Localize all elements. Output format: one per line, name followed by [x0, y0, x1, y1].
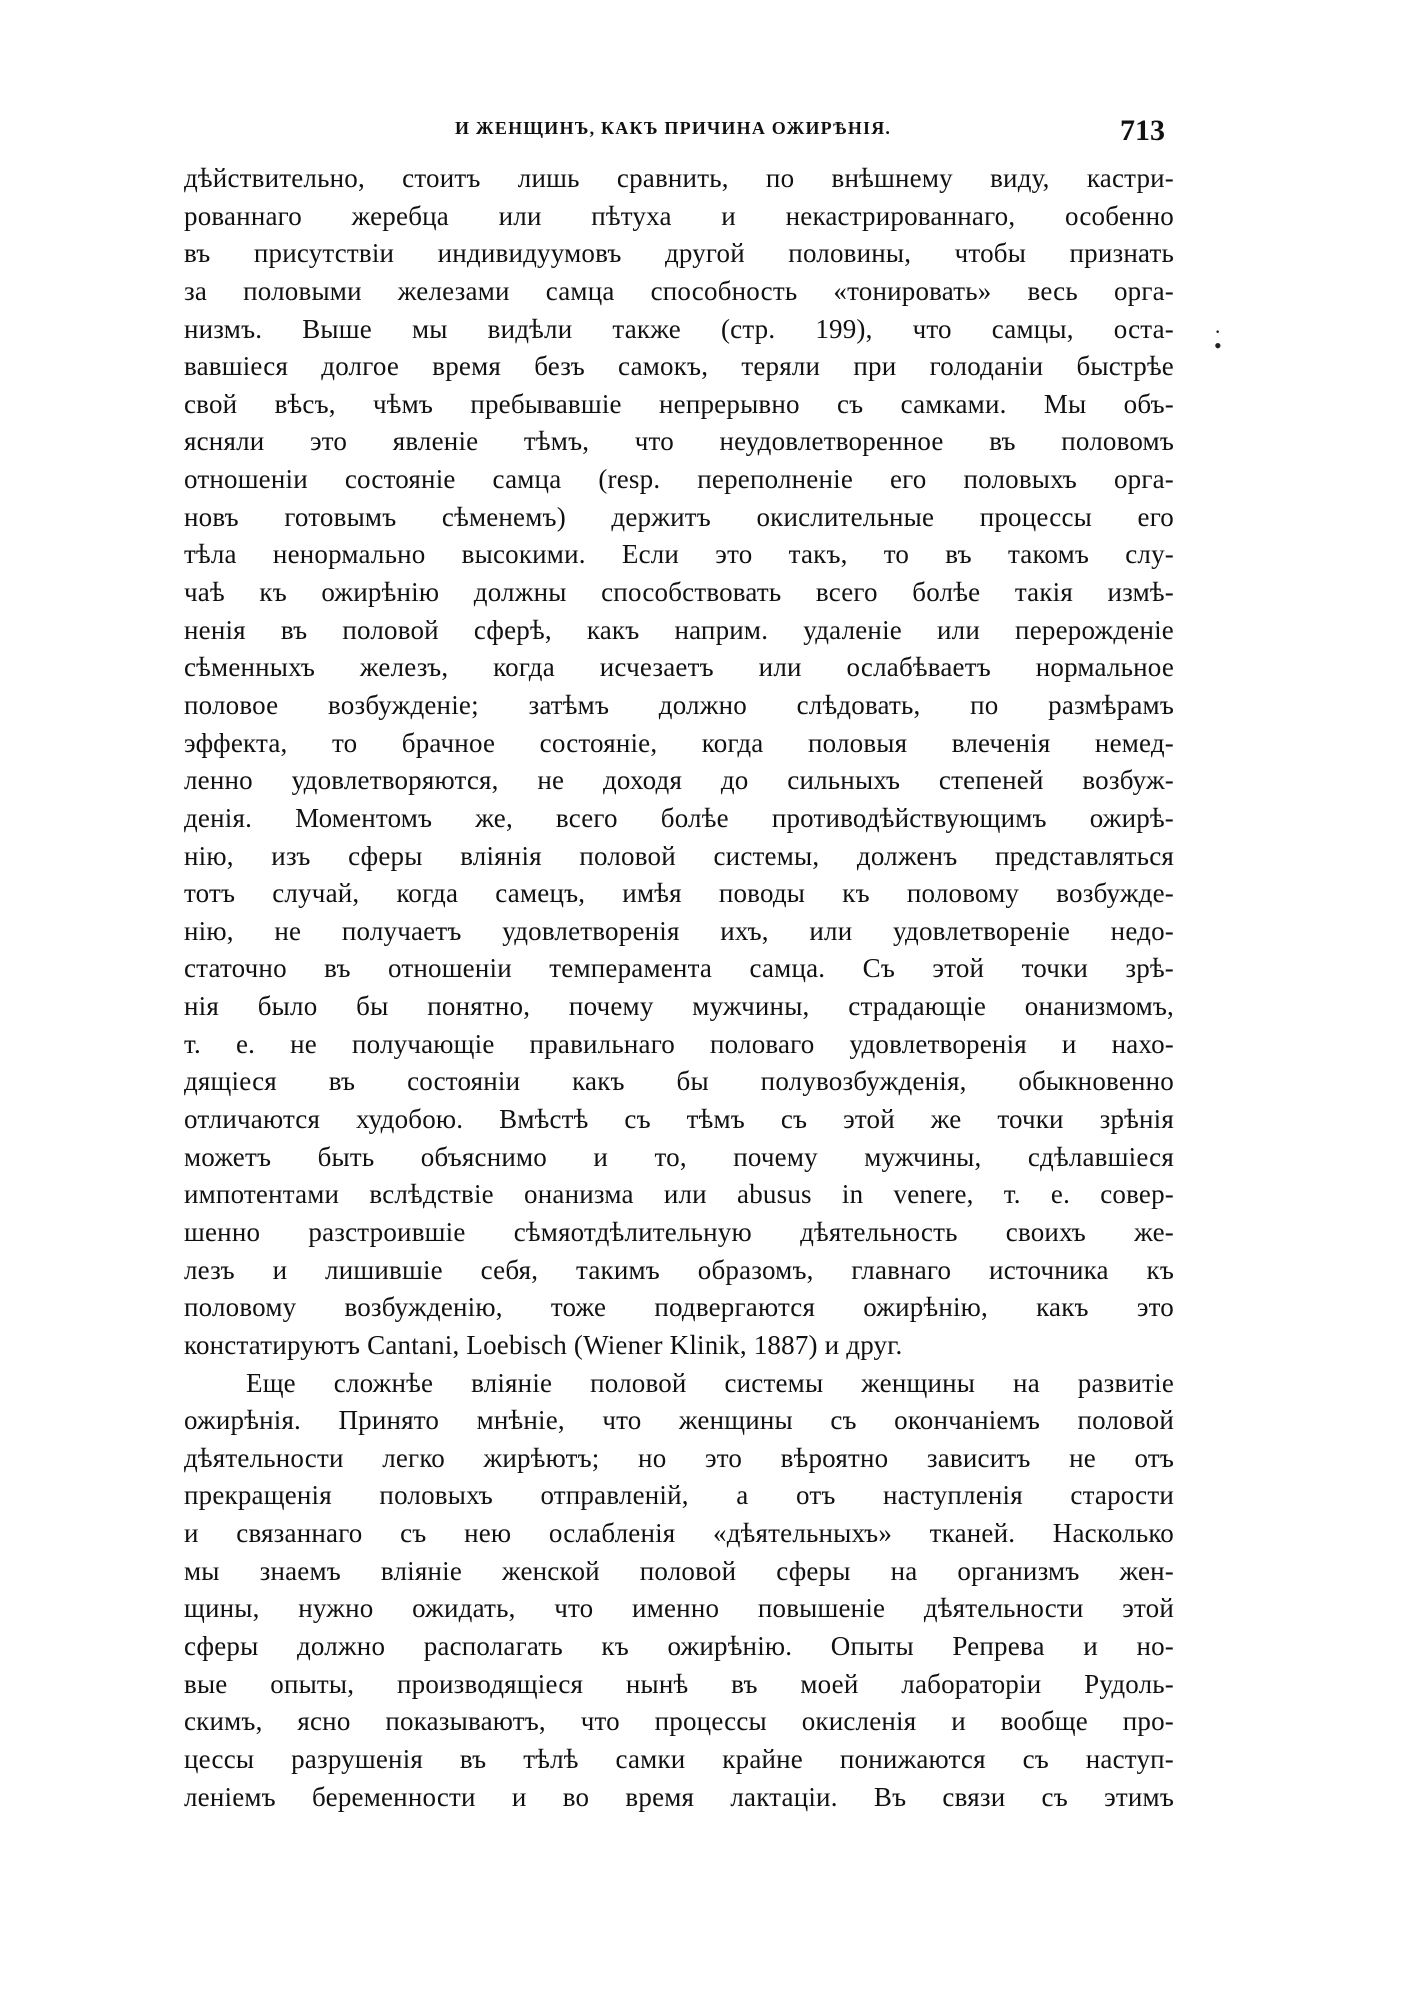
- text-line: леніемъ беременности и во время лактаціи. Въ связи съ этимъ: [184, 1781, 1174, 1812]
- running-header: [0, 114, 1404, 154]
- margin-mark: · •: [1214, 319, 1222, 358]
- text-line: чаѣ къ ожирѣнію должны способствовать всего болѣе такія измѣ-: [184, 577, 1174, 608]
- text-line: сферы должно располагать къ ожирѣнію. Опыты Репрева и но-: [184, 1630, 1174, 1661]
- text-line: половое возбужденіе; затѣмъ должно слѣдовать, по размѣрамъ: [184, 689, 1174, 720]
- text-line: отличаются худобою. Вмѣстѣ съ тѣмъ съ этой же точки зрѣнія: [184, 1104, 1174, 1135]
- text-line: мы знаемъ вліяніе женской половой сферы на организмъ жен-: [184, 1555, 1174, 1586]
- paragraph-2: [184, 1365, 1174, 1817]
- text-line: т. е. не получающіе правильнаго половаго удовлетворенія и нахо-: [184, 1028, 1174, 1059]
- text-line: тѣла ненормально высокими. Если это такъ, то въ такомъ слу-: [184, 539, 1174, 570]
- text-line: ясняли это явленіе тѣмъ, что неудовлетворенное въ половомъ: [184, 426, 1174, 457]
- text-line: вые опыты, производящіеся нынѣ въ моей лабораторіи Рудоль-: [184, 1668, 1174, 1699]
- text-line: дящіеся въ состояніи какъ бы полувозбужденія, обыкновенно: [184, 1066, 1174, 1097]
- text-line: свой вѣсъ, чѣмъ пребывавшіе непрерывно съ самками. Мы объ-: [184, 388, 1174, 419]
- text-line: можетъ быть объяснимо и то, почему мужчины, сдѣлавшіеся: [184, 1141, 1174, 1172]
- text-line: лезъ и лишившіе себя, такимъ образомъ, главнаго источника къ: [184, 1254, 1174, 1285]
- paragraph-1: [184, 160, 1174, 1365]
- text-line: нію, не получаетъ удовлетворенія ихъ, или удовлетвореніе недо-: [184, 915, 1174, 946]
- text-line: въ присутствіи индивидуумовъ другой половины, чтобы признать: [184, 238, 1174, 269]
- text-line: рованнаго жеребца или пѣтуха и некастрированнаго, особенно: [184, 200, 1174, 231]
- text-line: ненія въ половой сферѣ, какъ наприм. удаленіе или перерожденіе: [184, 614, 1174, 645]
- text-line: низмъ. Выше мы видѣли также (стр. 199), что самцы, оста-: [184, 313, 1174, 344]
- text-line: вавшіеся долгое время безъ самокъ, теряли при голоданіи быстрѣе: [184, 351, 1174, 382]
- text-line: дѣятельности легко жирѣютъ; но это вѣроятно зависитъ не отъ: [184, 1442, 1174, 1473]
- text-line: и связаннаго съ нею ослабленія «дѣятельныхъ» тканей. Насколько: [184, 1518, 1174, 1549]
- text-line: импотентами вслѣдствіе онанизма или abusus in venere, т. е. совер-: [184, 1179, 1174, 1210]
- text-line: нію, изъ сферы вліянія половой системы, долженъ представляться: [184, 840, 1174, 871]
- text-line: нія было бы понятно, почему мужчины, страдающіе онанизмомъ,: [184, 991, 1174, 1022]
- text-line: шенно разстроившіе сѣмяотдѣлительную дѣятельность своихъ же-: [184, 1216, 1174, 1247]
- text-line: половому возбужденію, тоже подвергаются ожирѣнію, какъ это: [184, 1292, 1174, 1323]
- text-line: отношеніи состояніе самца (resp. переполненіе его половыхъ орга-: [184, 464, 1174, 495]
- text-body: [184, 160, 1174, 1816]
- text-line: Еще сложнѣе вліяніе половой системы женщины на развитіе: [246, 1367, 1174, 1398]
- text-line: сѣменныхъ железъ, когда исчезаетъ или ослабѣваетъ нормальное: [184, 652, 1174, 683]
- text-line: денія. Моментомъ же, всего болѣе противодѣйствующимъ ожирѣ-: [184, 802, 1174, 833]
- text-line: скимъ, ясно показываютъ, что процессы окисленія и вообще про-: [184, 1706, 1174, 1737]
- text-line: ленно удовлетворяются, не доходя до сильныхъ степеней возбуж-: [184, 765, 1174, 796]
- text-line: за половыми железами самца способность «тонировать» весь орга-: [184, 275, 1174, 306]
- text-line: констатируютъ Cantani, Loebisch (Wiener Klinik, 1887) и друг.: [184, 1329, 903, 1360]
- running-title: И ЖЕНЩИНЪ, КАКЪ ПРИЧИНА ОЖИРѢНІЯ.: [455, 118, 892, 138]
- text-line: тотъ случай, когда самецъ, имѣя поводы къ половому возбужде-: [184, 878, 1174, 909]
- text-line: прекращенія половыхъ отправленій, а отъ наступленія старости: [184, 1480, 1174, 1511]
- text-line: статочно въ отношеніи темперамента самца. Съ этой точки зрѣ-: [184, 953, 1174, 984]
- text-line: эффекта, то брачное состояніе, когда половыя влеченія немед-: [184, 727, 1174, 758]
- text-line: дѣйствительно, стоитъ лишь сравнить, по внѣшнему виду, кастри-: [184, 163, 1174, 193]
- text-line: ожирѣнія. Принято мнѣніе, что женщины съ окончаніемъ половой: [184, 1405, 1174, 1436]
- page-number: 713: [1120, 114, 1165, 147]
- text-line: щины, нужно ожидать, что именно повышеніе дѣятельности этой: [184, 1593, 1174, 1624]
- text-line: новъ готовымъ сѣменемъ) держитъ окислительные процессы его: [184, 501, 1174, 532]
- text-line: цессы разрушенія въ тѣлѣ самки крайне понижаются съ наступ-: [184, 1743, 1174, 1774]
